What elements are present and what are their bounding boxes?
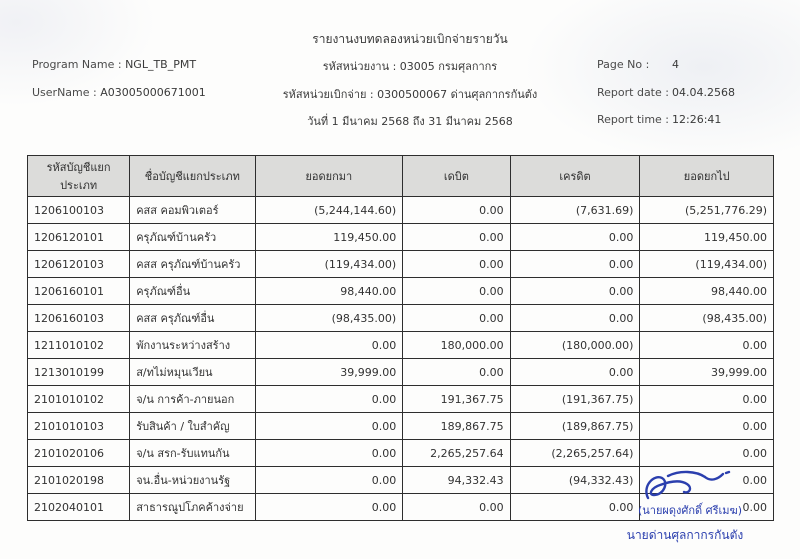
- username-value: A03005000671001: [100, 86, 206, 99]
- carried-forward-cell: 0.00: [640, 332, 774, 359]
- brought-forward-cell: 0.00: [255, 413, 403, 440]
- debit-cell: 180,000.00: [403, 332, 510, 359]
- carried-forward-cell: 119,450.00: [640, 224, 774, 251]
- report-title: รายงานงบทดลองหน่วยเบิกจ่ายรายวัน: [312, 32, 508, 46]
- debit-cell: 94,332.43: [403, 467, 510, 494]
- credit-cell: (2,265,257.64): [510, 440, 640, 467]
- table-header-row: [28, 156, 774, 197]
- code-cell: 1206160101: [28, 278, 130, 305]
- table-row: [28, 332, 774, 359]
- code-cell: 1206120101: [28, 224, 130, 251]
- page-no-label: Page No :: [597, 58, 650, 71]
- brought-forward-cell: 0.00: [255, 494, 403, 521]
- name-cell: จ/น การค้า-ภายนอก: [130, 386, 255, 413]
- code-cell: 2101010102: [28, 386, 130, 413]
- col-header-account-code: รหัสบัญชีแยกประเภท: [28, 156, 130, 197]
- credit-cell: 0.00: [510, 278, 640, 305]
- code-cell: 1206100103: [28, 197, 130, 224]
- brought-forward-cell: 98,440.00: [255, 278, 403, 305]
- report-time-value: 12:26:41: [672, 113, 722, 126]
- code-cell: 2101020106: [28, 440, 130, 467]
- code-cell: 2102040101: [28, 494, 130, 521]
- code-cell: 2101010103: [28, 413, 130, 440]
- table-row: [28, 359, 774, 386]
- name-cell: รับสินค้า / ใบสำคัญ: [130, 413, 255, 440]
- name-cell: ครุภัณฑ์บ้านครัว: [130, 224, 255, 251]
- credit-cell: (189,867.75): [510, 413, 640, 440]
- code-cell: 1206120103: [28, 251, 130, 278]
- brought-forward-cell: 0.00: [255, 386, 403, 413]
- brought-forward-cell: 0.00: [255, 440, 403, 467]
- credit-cell: (180,000.00): [510, 332, 640, 359]
- program-name-row: [32, 58, 196, 71]
- disbursement-unit-line: รหัสหน่วยเบิกจ่าย : 0300500067 ด่านศุลกากรกันตัง: [282, 88, 538, 101]
- carried-forward-cell: 98,440.00: [640, 278, 774, 305]
- debit-cell: 0.00: [403, 305, 510, 332]
- username-label: UserName :: [32, 86, 97, 99]
- table-row: [28, 251, 774, 278]
- report-time-label: Report time :: [597, 113, 670, 126]
- credit-cell: 0.00: [510, 494, 640, 521]
- page-no-value: 4: [672, 58, 679, 71]
- name-cell: คสส ครุภัณฑ์บ้านครัว: [130, 251, 255, 278]
- credit-cell: 0.00: [510, 224, 640, 251]
- table-row: [28, 278, 774, 305]
- code-cell: 1211010102: [28, 332, 130, 359]
- brought-forward-cell: 0.00: [255, 332, 403, 359]
- carried-forward-cell: 0.00: [640, 467, 774, 494]
- signer-position: นายด่านศุลกากรกันตัง: [626, 528, 744, 542]
- col-header-account-name: ชื่อบัญชีแยกประเภท: [130, 156, 255, 197]
- agency-line: รหัสหน่วยงาน : 03005 กรมศุลกากร: [322, 60, 498, 73]
- col-header-debit: เดบิต: [403, 156, 510, 197]
- code-cell: 1213010199: [28, 359, 130, 386]
- brought-forward-cell: (119,434.00): [255, 251, 403, 278]
- signer-name: (นายผดุงศักดิ์ ศรีเมฆ): [637, 504, 743, 517]
- credit-cell: (7,631.69): [510, 197, 640, 224]
- debit-cell: 2,265,257.64: [403, 440, 510, 467]
- credit-cell: (94,332.43): [510, 467, 640, 494]
- col-header-credit: เครดิต: [510, 156, 640, 197]
- name-cell: ครุภัณฑ์อื่น: [130, 278, 255, 305]
- carried-forward-cell: 0.00: [640, 413, 774, 440]
- carried-forward-cell: 0.00: [640, 440, 774, 467]
- brought-forward-cell: 119,450.00: [255, 224, 403, 251]
- carried-forward-cell: 39,999.00: [640, 359, 774, 386]
- table-row: [28, 440, 774, 467]
- brought-forward-cell: (98,435.00): [255, 305, 403, 332]
- brought-forward-cell: 39,999.00: [255, 359, 403, 386]
- debit-cell: 0.00: [403, 251, 510, 278]
- credit-cell: 0.00: [510, 305, 640, 332]
- name-cell: สาธารณูปโภคค้างจ่าย: [130, 494, 255, 521]
- name-cell: ส/ทไม่หมุนเวียน: [130, 359, 255, 386]
- credit-cell: 0.00: [510, 359, 640, 386]
- program-name-value: NGL_TB_PMT: [125, 58, 197, 71]
- name-cell: คสส คอมพิวเตอร์: [130, 197, 255, 224]
- carried-forward-cell: (5,251,776.29): [640, 197, 774, 224]
- table-row: [28, 413, 774, 440]
- name-cell: จ/น สรก-รับแทนกัน: [130, 440, 255, 467]
- name-cell: คสส ครุภัณฑ์อื่น: [130, 305, 255, 332]
- carried-forward-cell: 0.00: [640, 386, 774, 413]
- code-cell: 1206160103: [28, 305, 130, 332]
- col-header-carried-forward: ยอดยกไป: [640, 156, 774, 197]
- carried-forward-cell: 0.00: [640, 494, 774, 521]
- program-name-label: Program Name :: [32, 58, 122, 71]
- table-row: [28, 386, 774, 413]
- credit-cell: 0.00: [510, 251, 640, 278]
- code-cell: 2101020198: [28, 467, 130, 494]
- username-row: [32, 86, 206, 99]
- name-cell: จน.อื่น-หน่วยงานรัฐ: [130, 467, 255, 494]
- carried-forward-cell: (98,435.00): [640, 305, 774, 332]
- table-row: [28, 305, 774, 332]
- debit-cell: 0.00: [403, 197, 510, 224]
- report-date-value: 04.04.2568: [672, 86, 735, 99]
- carried-forward-cell: (119,434.00): [640, 251, 774, 278]
- credit-cell: (191,367.75): [510, 386, 640, 413]
- brought-forward-cell: 0.00: [255, 467, 403, 494]
- table-row: [28, 197, 774, 224]
- debit-cell: 0.00: [403, 224, 510, 251]
- date-range-line: วันที่ 1 มีนาคม 2568 ถึง 31 มีนาคม 2568: [307, 115, 513, 128]
- debit-cell: 0.00: [403, 359, 510, 386]
- brought-forward-cell: (5,244,144.60): [255, 197, 403, 224]
- report-date-label: Report date :: [597, 86, 669, 99]
- table-row: [28, 224, 774, 251]
- debit-cell: 191,367.75: [403, 386, 510, 413]
- debit-cell: 0.00: [403, 278, 510, 305]
- trial-balance-table: [27, 155, 774, 521]
- name-cell: พักงานระหว่างสร้าง: [130, 332, 255, 359]
- debit-cell: 189,867.75: [403, 413, 510, 440]
- debit-cell: 0.00: [403, 494, 510, 521]
- col-header-brought-forward: ยอดยกมา: [255, 156, 403, 197]
